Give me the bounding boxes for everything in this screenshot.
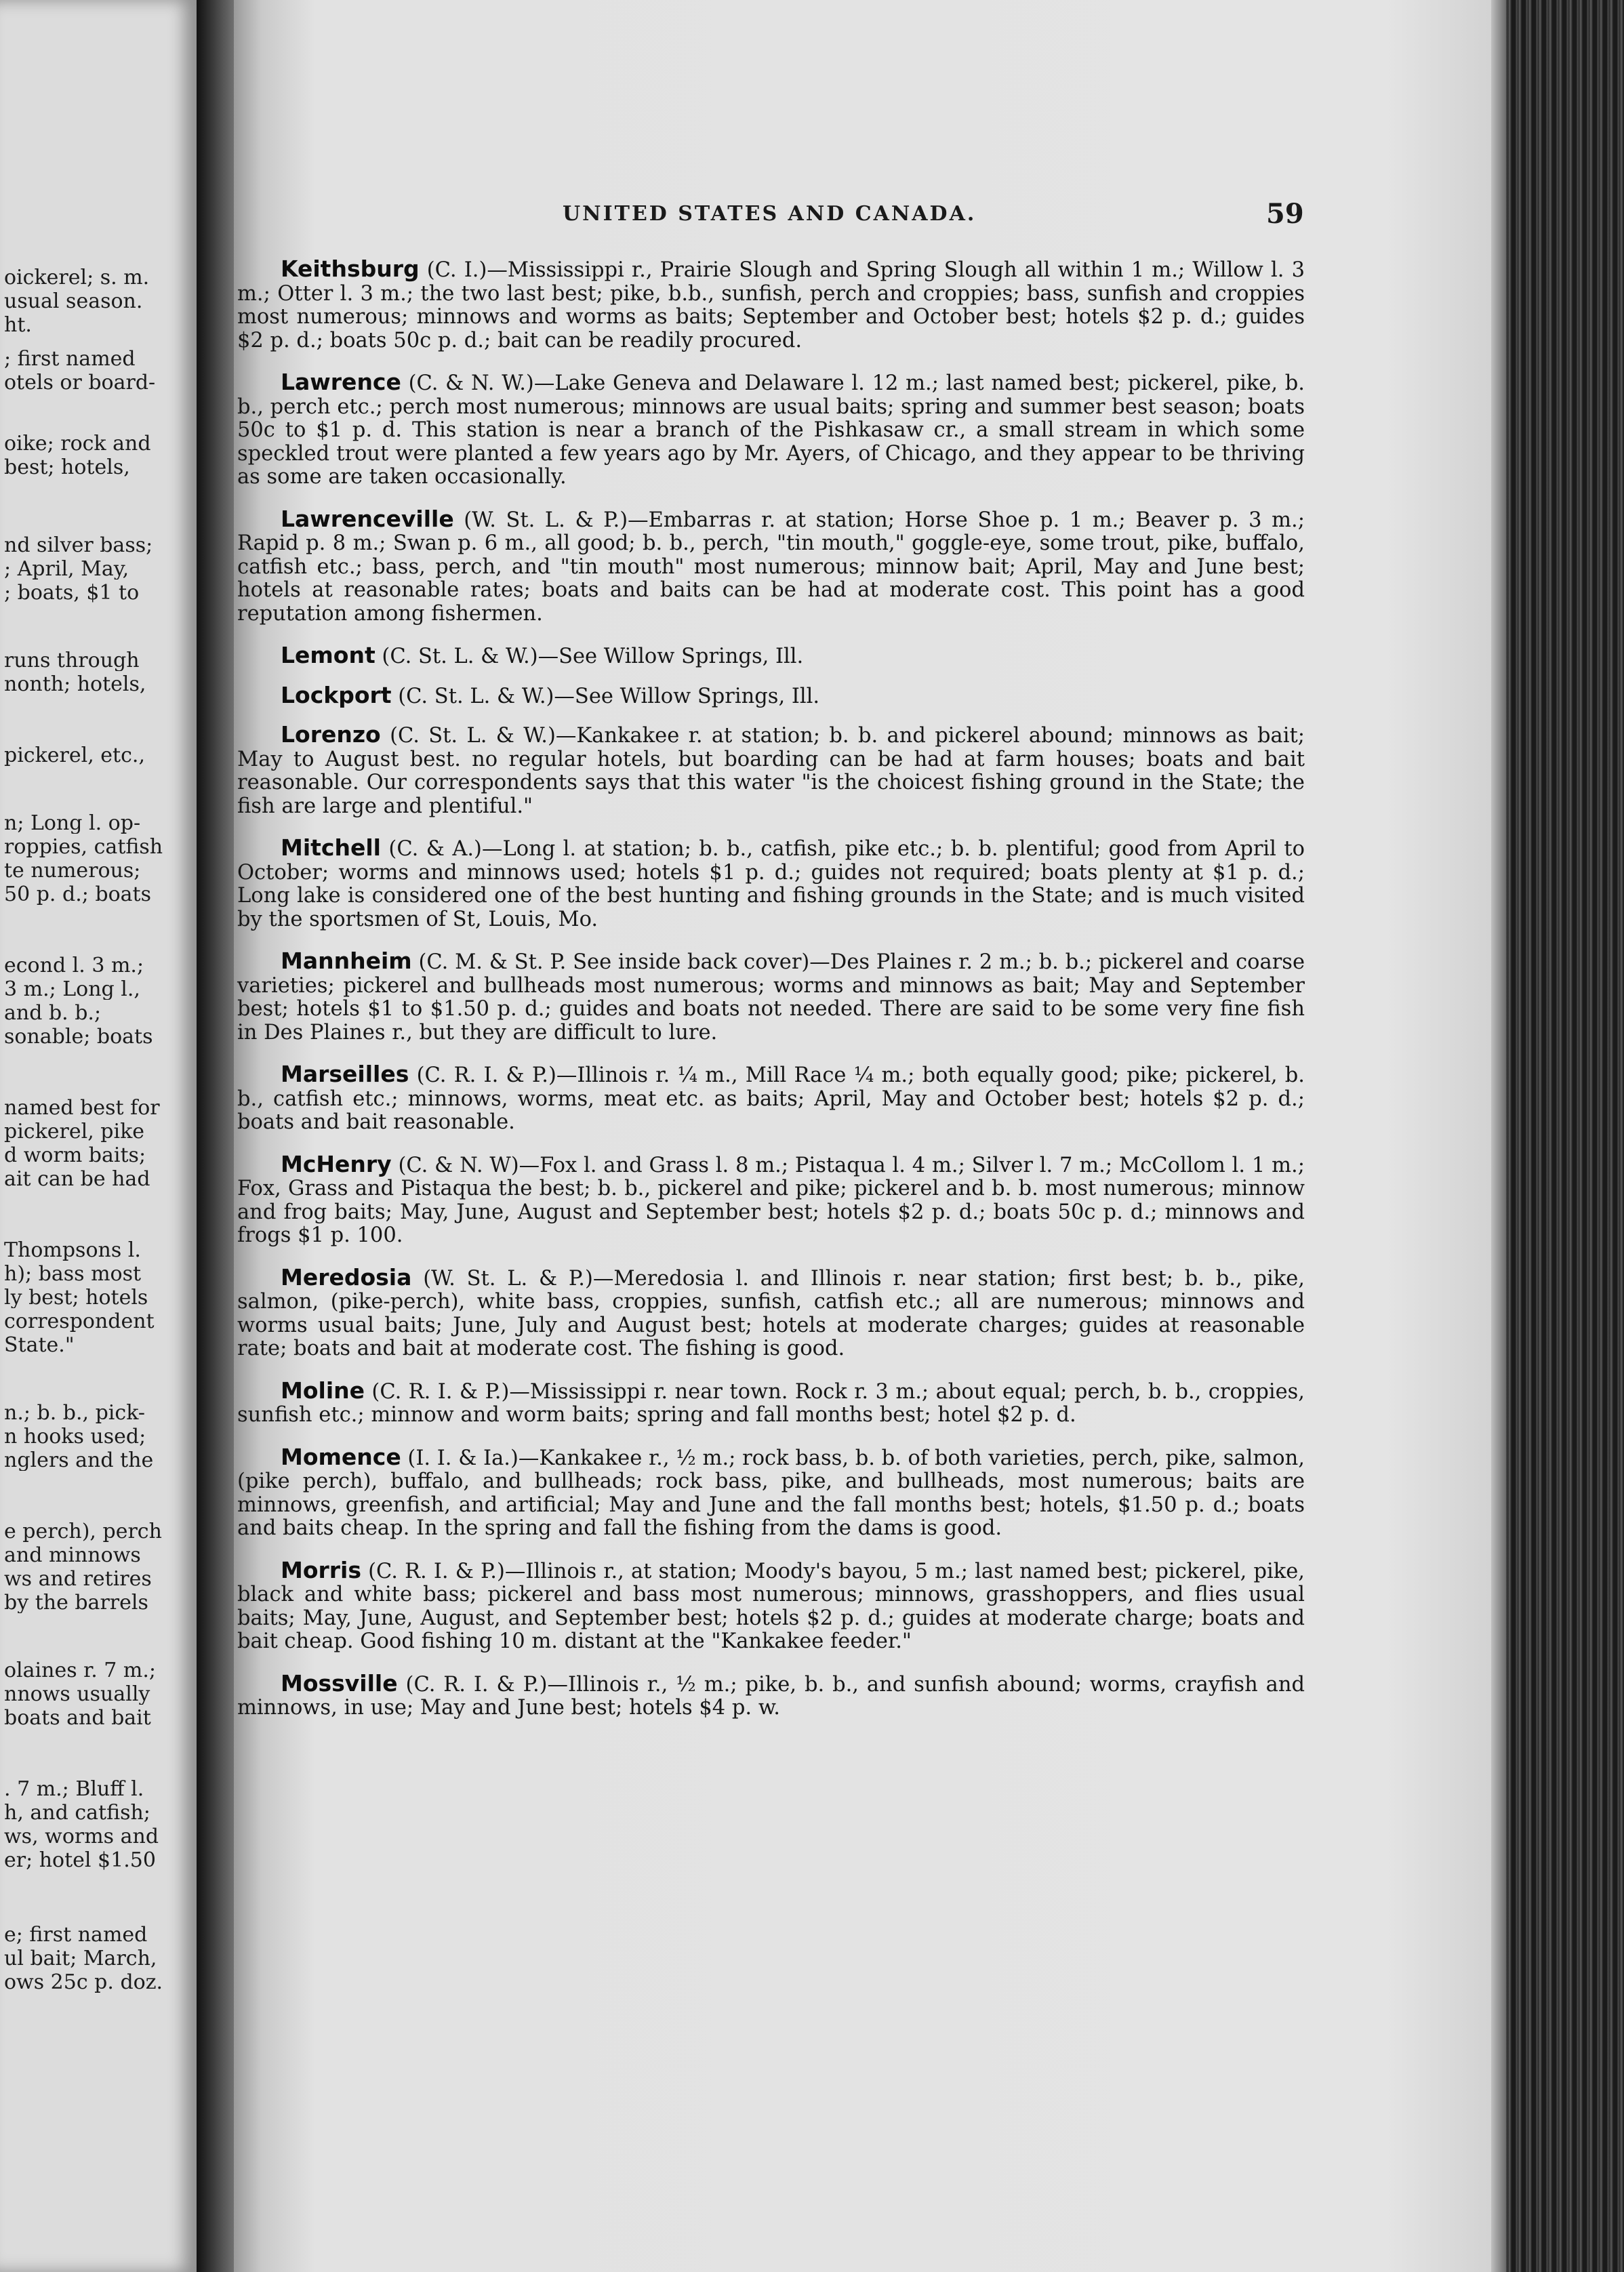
entry-description: (C. St. L. & W.)—See Willow Springs, Ill. [391,684,820,708]
facing-page-line: ; boats, $1 to [4,583,140,603]
facing-page-line: ws and retires [4,1569,152,1589]
facing-page-line: nonth; hotels, [4,674,146,695]
facing-page-line: ; first named [4,349,136,369]
facing-page-line: named best for [4,1098,160,1118]
entry-description: (C. R. I. & P.)—Illinois r., ½ m.; pike, b. b., and sunfish abound; worms, crayfish and minnows, in use; May and June best; hotels $4 p. w. [237,1672,1305,1720]
facing-page-line: and minnows [4,1545,141,1566]
facing-page-line: oike; rock and [4,434,151,454]
running-head: UNITED STATES AND CANADA. [563,202,977,226]
entry-description: (I. I. & Ia.)—Kankakee r., ½ m.; rock bass, b. b. of both varieties, perch, pike, salmon, (pike perch), buffalo, and bullheads; rock bass, pike, and bullheads, most numerous; baits are minnows, greenfish, and artificial; May and June and the fall months best; hotels, $1.50 p. d.; boats and baits cheap. In the spring and fall the fishing from the dams is good. [237,1446,1305,1540]
facing-page-line: e perch), perch [4,1522,162,1542]
entries-list [237,258,1305,1739]
entry-place-name: Keithsburg [281,256,420,282]
facing-page-line: nglers and the [4,1451,154,1471]
entry-description: (C. I.)—Mississippi r., Prairie Slough and Spring Slough all within 1 m.; Willow l. 3 m.; Otter l. 3 m.; the two last best; pike, b.b., sunfish, perch and croppies; bass, sunfish and croppies most numerous; minnows and worms as baits; September and October best; hotels $2 p. d.; guides $2 p. d.; boats 50c p. d.; bait can be readily procured. [237,258,1305,352]
page-number: 59 [1266,198,1304,230]
facing-page-line: . 7 m.; Bluff l. [4,1779,144,1800]
facing-page-line: 50 p. d.; boats [4,885,151,905]
page-stack-edge [1491,0,1624,2272]
gazetteer-entry [237,505,1305,626]
facing-page-line: State." [4,1335,75,1356]
facing-page-line: ul bait; March, [4,1949,157,1969]
entry-description: (C. R. I. & P.)—Illinois r., at station; Moody's bayou, 5 m.; last named best; pickerel, pike, black and white bass; pickerel and bass most numerous; minnows, grasshoppers, and flies usual baits; May, June, August, and September best; hotels $2 p. d.; guides at moderate charge; boats and bait cheap. Good fishing 10 m. distant at the "Kankakee feeder." [237,1559,1305,1653]
facing-page-line: by the barrels [4,1593,148,1613]
facing-page-line: n.; b. b., pick- [4,1403,145,1423]
entry-place-name: Momence [281,1443,401,1470]
facing-page-line: pickerel, pike [4,1122,145,1142]
facing-page-line: h); bass most [4,1264,142,1284]
facing-page-line: best; hotels, [4,458,130,478]
facing-page-line: boats and bait [4,1708,151,1728]
entry-description: (C. R. I. & P.)—Mississippi r. near town. Rock r. 3 m.; about equal; perch, b. b., croppies, sunfish etc.; minnow and worm baits; spring and fall months best; hotel $2 p. d. [237,1379,1305,1427]
facing-page-line: nd silver bass; [4,535,153,556]
gazetteer-entry [237,681,1305,709]
entry-description: (C. M. & St. P. See inside back cover)—Des Plaines r. 2 m.; b. b.; pickerel and coarse varieties; pickerel and bullheads most numerous; worms and minnows as bait; May and September best; hotels $1 to $1.50 p. d.; guides and boats not needed. There are said to be some very fine fish in Des Plaines r., but they are difficult to lure. [237,950,1305,1044]
gazetteer-entry [237,1379,1305,1427]
gazetteer-entry [237,371,1305,489]
gazetteer-entry [237,1063,1305,1135]
facing-page-line: 3 m.; Long l., [4,979,140,1000]
facing-page-line: ows 25c p. doz. [4,1972,163,1993]
facing-page-line: ; April, May, [4,559,129,580]
entry-place-name: Mitchell [281,834,381,861]
entry-description: (C. & N. W)—Fox l. and Grass l. 8 m.; Pistaqua l. 4 m.; Silver l. 7 m.; McCollom l. 1 m.; Fox, Grass and Pistaqua the best; b. b., pickerel and pike; pickerel and b. b. most numerous; minnow and frog baits; May, June, August and September best; hotels $2 p. d.; boats 50c p. d.; minnows and frogs $1 p. 100. [237,1153,1305,1247]
facing-page-line: usual season. [4,291,143,312]
facing-page-line: econd l. 3 m.; [4,956,144,976]
facing-page-line: correspondent [4,1312,155,1332]
gazetteer-entry [237,1556,1305,1654]
gazetteer-entry [237,723,1305,818]
facing-page-line: and b. b.; [4,1003,102,1023]
entry-description: (C. & A.)—Long l. at station; b. b., catfish, pike etc.; b. b. plentiful; good from April to October; worms and minnows used; hotels $1 p. d.; guides not required; boats plenty at $1 p. d.; Long lake is considered one of the best hunting and fishing grounds in the State; and is much visited by the sportsmen of St, Louis, Mo. [237,837,1305,931]
facing-page-line: roppies, catfish [4,837,163,857]
facing-page-line: ly best; hotels [4,1288,148,1308]
entry-description: (C. & N. W.)—Lake Geneva and Delaware l. 12 m.; last named best; pickerel, pike, b. b., perch etc.; perch most numerous; minnows are usual baits; spring and summer best season; boats 50c to $1 p. d. This station is near a branch of the Pishkasaw cr., a small stream in which some speckled trout were planted a few years ago by Mr. Ayers, of Chicago, and they appear to be thriving as some are taken occasionally. [237,371,1305,489]
entry-place-name: Moline [281,1377,365,1404]
facing-page-line: nnows usually [4,1684,150,1705]
gazetteer-entry [237,1263,1305,1361]
facing-page-line: pickerel, etc., [4,746,145,766]
entry-description: (W. St. L. & P.)—Embarras r. at station; Horse Shoe p. 1 m.; Beaver p. 3 m.; Rapid p. 8 m.; Swan p. 6 m., all good; b. b., perch, "tin mouth," goggle-eye, some trout, pike, buffalo, catfish etc.; bass, perch, and "tin mouth" most numerous; minnow bait; April, May and June best; hotels at reasonable rates; boats and baits can be had at moderate cost. This point has a good reputation among fishermen. [237,508,1305,626]
gazetteer-entry [237,950,1305,1044]
entry-description: (C. R. I. & P.)—Illinois r. ¼ m., Mill Race ¼ m.; both equally good; pike; pickerel, b. b., catfish etc.; minnows, worms, meat etc. as baits; April, May and October best; hotels $2 p. d.; boats and bait reasonable. [237,1063,1305,1134]
facing-page-line: sonable; boats [4,1027,153,1047]
book-gutter [197,0,237,2272]
entry-place-name: Lorenzo [281,721,381,748]
entry-place-name: Morris [281,1556,362,1583]
gazetteer-entry [237,644,1305,669]
facing-page-line: Thompsons l. [4,1240,141,1261]
entry-place-name: Marseilles [281,1061,409,1087]
facing-page-line: te numerous; [4,861,141,881]
facing-page-line: h, and catfish; [4,1803,150,1823]
facing-page-line: runs through [4,651,140,671]
facing-page-line: ws, worms and [4,1827,159,1847]
entry-description: (C. St. L. & W.)—See Willow Springs, Ill. [375,645,804,668]
gazetteer-entry [237,1150,1305,1248]
entry-place-name: Mannheim [281,948,412,974]
gazetteer-entry [237,258,1305,352]
entry-place-name: McHenry [281,1150,392,1177]
facing-page-line: oickerel; s. m. [4,268,150,288]
gazetteer-entry [237,836,1305,931]
gazetteer-entry [237,1669,1305,1720]
facing-page-line: otels or board- [4,373,156,393]
facing-page-line: d worm baits; [4,1145,146,1166]
entry-description: (C. St. L. & W.)—Kankakee r. at station; b. b. and pickerel abound; minnows as bait; May to August best. no regular hotels, but boarding can be had at farm houses; boats and bait reasonable. Our correspondents says that this water "is the choicest fishing ground in the State; the fish are large and plentiful." [237,724,1305,818]
entry-place-name: Lawrence [281,369,401,395]
entry-place-name: Lemont [281,642,375,668]
entry-place-name: Mossville [281,1669,398,1697]
facing-page-line: n hooks used; [4,1427,146,1447]
entry-description: (W. St. L. & P.)—Meredosia l. and Illinois r. near station; first best; b. b., pike, salmon, (pike-perch), white bass, croppies, sunfish, catfish etc.; all are numerous; minnows and worms usual baits; June, July and August best; hotels at moderate charges; guides at reasonable rate; boats and bait at moderate cost. The fishing is good. [237,1266,1305,1360]
entry-place-name: Meredosia [281,1263,412,1291]
facing-page-line: er; hotel $1.50 [4,1850,156,1871]
entry-place-name: Lockport [281,681,392,708]
facing-page-line: ait can be had [4,1169,150,1190]
facing-page-line: olaines r. 7 m.; [4,1661,156,1681]
facing-page-line: e; first named [4,1925,148,1945]
entry-place-name: Lawrenceville [281,505,454,532]
facing-page-line: n; Long l. op- [4,813,141,834]
gazetteer-entry [237,1443,1305,1541]
facing-page-line: ht. [4,315,32,336]
facing-page [0,0,197,2272]
